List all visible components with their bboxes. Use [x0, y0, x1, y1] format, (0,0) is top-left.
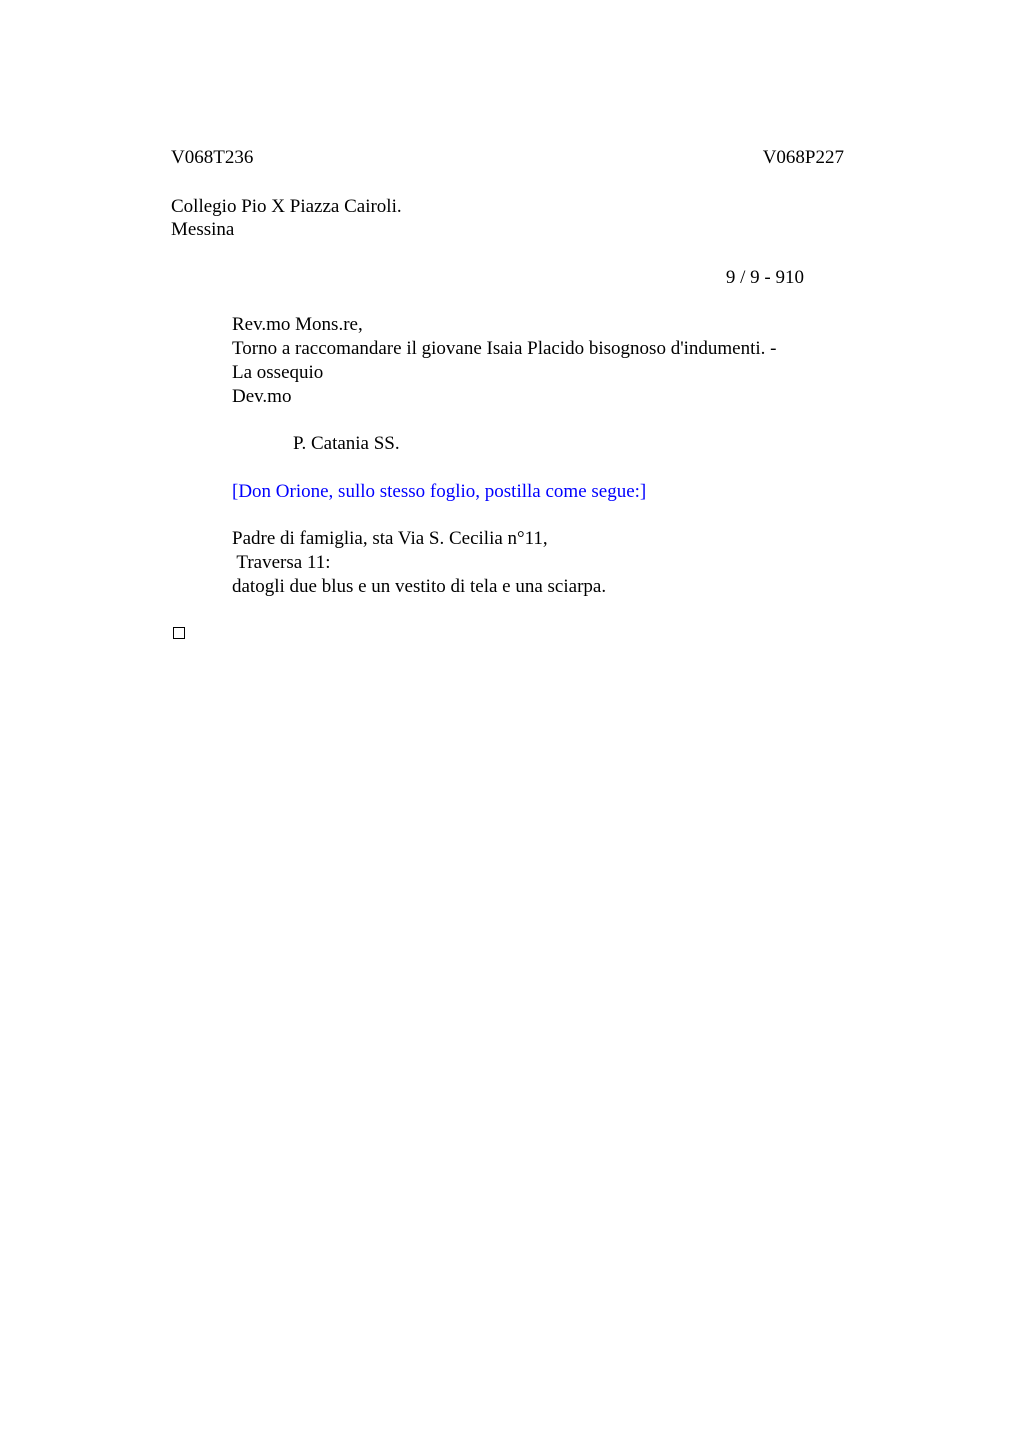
letter-closing-1: La ossequio	[232, 362, 324, 383]
editorial-note: [Don Orione, sullo stesso foglio, postilla come segue:]	[232, 481, 647, 502]
header-left-code: V068T236	[171, 147, 254, 168]
letter-date: 9 / 9 - 910	[725, 267, 804, 288]
sender-line-1: Collegio Pio X Piazza Cairoli.	[171, 196, 402, 217]
letter-signature: P. Catania SS.	[293, 433, 400, 454]
postscript-line-2: Traversa 11:	[232, 552, 331, 573]
letter-closing-2: Dev.mo	[232, 386, 292, 407]
header-right-code: V068P227	[762, 147, 844, 168]
letter-salutation: Rev.mo Mons.re,	[232, 314, 363, 335]
postscript-line-1: Padre di famiglia, sta Via S. Cecilia n°11,	[232, 528, 548, 549]
postscript-line-3: datogli due blus e un vestito di tela e una sciarpa.	[232, 576, 607, 597]
letter-body: Torno a raccomandare il giovane Isaia Placido bisognoso d'indumenti. -	[232, 338, 777, 359]
sender-line-2: Messina	[171, 219, 235, 240]
empty-square-icon	[173, 627, 185, 639]
